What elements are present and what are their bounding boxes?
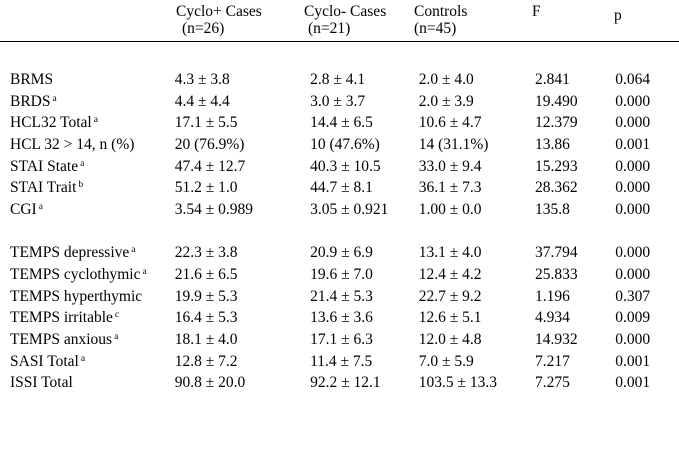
value-cell: 2.0 ± 4.0: [418, 70, 474, 88]
row-label-cell: [0, 264, 175, 286]
value-cell: 11.4 ± 7.5: [310, 352, 373, 370]
row-label: TEMPS anxious: [10, 331, 113, 349]
column-header-controls: [414, 3, 467, 37]
value-cell: 12.6 ± 5.1: [418, 309, 482, 327]
row-label-cell: [0, 199, 175, 221]
row-label-cell: [0, 177, 175, 199]
value-cell: 0.000: [615, 157, 651, 175]
row-label: ISSI Total: [10, 374, 73, 392]
row-label: TEMPS depressive: [10, 244, 130, 262]
table-row: [0, 156, 679, 178]
column-header-cyclo-minus: [304, 3, 386, 37]
row-label: BRDS: [10, 92, 51, 110]
row-label: CGI: [10, 200, 37, 218]
value-cell: 0.000: [615, 179, 651, 197]
value-cell: 3.0 ± 3.7: [310, 92, 366, 110]
row-label: SASI Total: [10, 352, 79, 370]
value-cell: 37.794: [534, 244, 578, 262]
value-cell: 0.001: [615, 374, 651, 392]
value-cell: 14.4 ± 6.5: [310, 114, 373, 132]
column-header-subtitle: (n=21): [308, 20, 351, 37]
value-cell: 4.4 ± 4.4: [174, 92, 230, 110]
value-cell: 0.000: [615, 331, 651, 349]
value-cell: 13.6 ± 3.6: [310, 309, 373, 327]
table-row: [0, 199, 679, 221]
row-label-cell: [0, 112, 175, 134]
value-cell: 0.000: [615, 244, 651, 262]
value-cell: 0.000: [615, 92, 651, 110]
value-cell: 25.833: [534, 266, 578, 284]
footnote-marker: c: [114, 310, 120, 321]
value-cell: 14.932: [534, 331, 578, 349]
row-label-cell: [0, 308, 175, 330]
value-cell: 10 (47.6%): [310, 135, 380, 153]
value-cell: 21.6 ± 6.5: [174, 266, 238, 284]
value-cell: 7.275: [534, 374, 570, 392]
table-row: [0, 373, 679, 395]
value-cell: 1.196: [534, 287, 570, 305]
table-row: [0, 264, 679, 286]
row-label: TEMPS irritable: [10, 309, 113, 327]
column-header-subtitle: p: [614, 7, 622, 24]
value-cell: 15.293: [534, 157, 578, 175]
value-cell: 47.4 ± 12.7: [174, 157, 246, 175]
value-cell: 12.4 ± 4.2: [418, 266, 482, 284]
value-cell: 4.3 ± 3.8: [174, 70, 230, 88]
value-cell: 0.000: [615, 266, 651, 284]
row-label-cell: [0, 243, 175, 265]
value-cell: 1.00 ± 0.0: [418, 200, 482, 218]
row-label-cell: [0, 373, 175, 395]
row-label-cell: [0, 69, 175, 91]
value-cell: 16.4 ± 5.3: [174, 309, 238, 327]
value-cell: 2.0 ± 3.9: [418, 92, 474, 110]
value-cell: 28.362: [534, 179, 578, 197]
table-row: [0, 134, 679, 156]
value-cell: 13.86: [534, 135, 570, 153]
value-cell: 19.6 ± 7.0: [310, 266, 373, 284]
column-header-f: [532, 3, 541, 20]
row-label: STAI State: [10, 157, 79, 175]
row-label-cell: [0, 91, 175, 113]
footnote-marker: a: [93, 115, 98, 126]
column-header-p: [614, 7, 622, 24]
value-cell: 17.1 ± 6.3: [310, 331, 373, 349]
footnote-marker: a: [80, 158, 85, 169]
footnote-marker: a: [114, 332, 119, 343]
footnote-marker: a: [38, 201, 43, 212]
value-cell: 3.05 ± 0.921: [310, 200, 389, 218]
value-cell: 51.2 ± 1.0: [174, 179, 238, 197]
value-cell: 0.307: [615, 287, 651, 305]
value-cell: 22.3 ± 3.8: [174, 244, 238, 262]
value-cell: 7.0 ± 5.9: [418, 352, 474, 370]
value-cell: 103.5 ± 13.3: [418, 374, 497, 392]
value-cell: 22.7 ± 9.2: [418, 287, 482, 305]
row-label: HCL32 Total: [10, 114, 92, 132]
value-cell: 7.217: [534, 352, 570, 370]
footnote-marker: a: [142, 267, 147, 278]
value-cell: 20 (76.9%): [174, 135, 245, 153]
spacer-cell: [0, 221, 679, 243]
table-row: [0, 308, 679, 330]
value-cell: 90.8 ± 20.0: [174, 374, 246, 392]
table-row: [0, 351, 679, 373]
table-row: [0, 69, 679, 91]
value-cell: 0.064: [615, 70, 651, 88]
header-rule: [0, 41, 679, 42]
table-row: [0, 286, 679, 308]
footnote-marker: b: [78, 180, 84, 191]
table-row: [0, 177, 679, 199]
footnote-marker: a: [80, 353, 86, 364]
row-label: HCL 32 > 14, n (%): [10, 135, 135, 153]
value-cell: 2.841: [534, 70, 570, 88]
row-label: BRMS: [10, 70, 54, 88]
value-cell: 0.009: [615, 309, 651, 327]
value-cell: 12.8 ± 7.2: [174, 352, 238, 370]
value-cell: 92.2 ± 12.1: [310, 374, 381, 392]
value-cell: 135.8: [534, 200, 570, 218]
value-cell: 4.934: [534, 309, 570, 327]
row-label-cell: [0, 156, 175, 178]
column-header-cyclo-plus: [176, 3, 262, 37]
footnote-marker: a: [131, 245, 136, 256]
row-label: TEMPS hyperthymic: [10, 287, 143, 305]
column-header-title: Cyclo- Cases: [304, 3, 387, 20]
value-cell: 19.490: [534, 92, 578, 110]
table-row: [0, 91, 679, 113]
row-label-cell: [0, 329, 175, 351]
value-cell: 44.7 ± 8.1: [310, 179, 373, 197]
value-cell: 0.000: [615, 114, 651, 132]
value-cell: 21.4 ± 5.3: [310, 287, 373, 305]
value-cell: 13.1 ± 4.0: [418, 244, 482, 262]
group-spacer-row: [0, 221, 679, 243]
value-cell: 3.54 ± 0.989: [174, 200, 253, 218]
value-cell: 20.9 ± 6.9: [310, 244, 373, 262]
column-header-subtitle: (n=45): [414, 20, 457, 37]
value-cell: 19.9 ± 5.3: [174, 287, 238, 305]
row-label: STAI Trait: [10, 179, 77, 197]
value-cell: 12.0 ± 4.8: [418, 331, 482, 349]
table-row: [0, 329, 679, 351]
results-table: [0, 69, 679, 394]
footnote-marker: a: [52, 93, 57, 104]
column-header-subtitle: F: [532, 3, 541, 20]
value-cell: 10.6 ± 4.7: [418, 114, 482, 132]
column-header-subtitle: (n=26): [182, 20, 225, 37]
row-label-cell: [0, 286, 175, 308]
value-cell: 33.0 ± 9.4: [418, 157, 482, 175]
value-cell: 0.000: [615, 200, 651, 218]
value-cell: 12.379: [534, 114, 578, 132]
table-row: [0, 243, 679, 265]
value-cell: 0.001: [615, 352, 651, 370]
value-cell: 18.1 ± 4.0: [174, 331, 238, 349]
value-cell: 0.001: [615, 135, 651, 153]
value-cell: 2.8 ± 4.1: [310, 70, 366, 88]
row-label: TEMPS cyclothymic: [10, 266, 141, 284]
column-header-title: Cyclo+ Cases: [176, 3, 262, 20]
column-header-title: Controls: [414, 3, 468, 20]
value-cell: 36.1 ± 7.3: [418, 179, 482, 197]
row-label-cell: [0, 134, 175, 156]
value-cell: 40.3 ± 10.5: [310, 157, 381, 175]
value-cell: 14 (31.1%): [418, 135, 489, 153]
value-cell: 17.1 ± 5.5: [174, 114, 238, 132]
row-label-cell: [0, 351, 175, 373]
results-table-body: [0, 69, 679, 394]
table-row: [0, 112, 679, 134]
